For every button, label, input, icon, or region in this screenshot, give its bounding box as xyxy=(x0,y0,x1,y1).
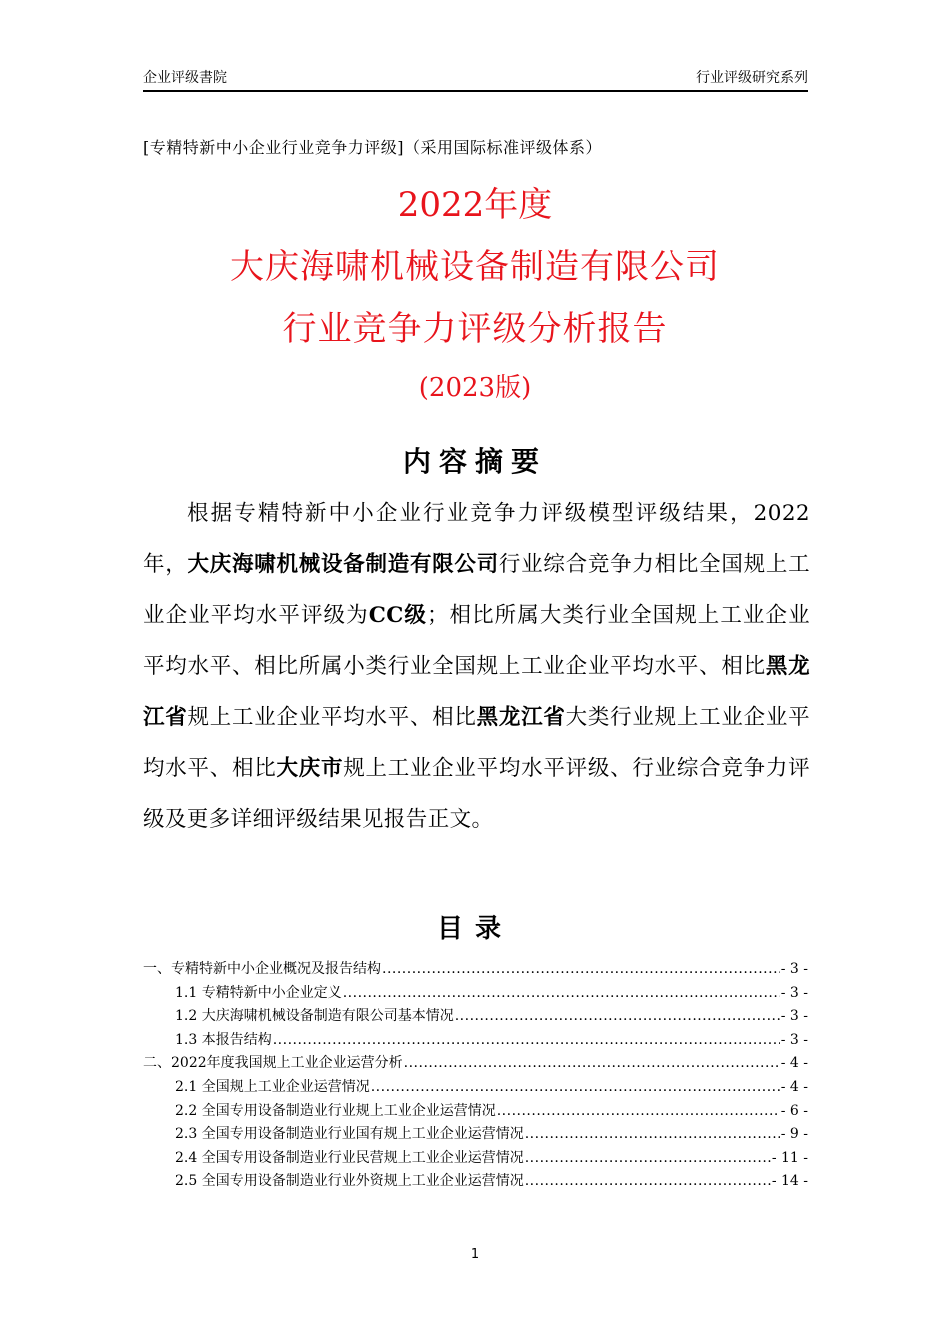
summary-city: 大庆市 xyxy=(276,756,344,781)
page-header xyxy=(143,66,808,92)
summary-paragraph xyxy=(143,488,810,845)
toc-entry-label: 1.3 本报告结构 xyxy=(175,1031,272,1048)
toc-entry-page: - 6 - xyxy=(780,1102,808,1119)
toc-entry-label: 2.3 全国专用设备制造业行业国有规上工业企业运营情况 xyxy=(175,1126,524,1143)
toc-entry[interactable] xyxy=(143,1170,808,1194)
toc-entry-label: 1.1 专精特新中小企业定义 xyxy=(175,984,342,1001)
toc-leader-dots xyxy=(371,1076,780,1100)
toc-entry[interactable] xyxy=(143,1005,808,1029)
toc-entry-label: 1.2 大庆海啸机械设备制造有限公司基本情况 xyxy=(175,1008,454,1025)
header-right-series: 行业评级研究系列 xyxy=(696,70,808,86)
summary-province: 黑龙江省 xyxy=(143,654,810,730)
toc-entry[interactable] xyxy=(143,958,808,982)
toc-leader-dots xyxy=(404,1052,780,1076)
toc-entry[interactable] xyxy=(143,1029,808,1053)
toc-entry-page: - 9 - xyxy=(780,1126,808,1143)
summary-province: 黑龙江省 xyxy=(476,705,566,730)
header-left-publisher: 企业评级書院 xyxy=(143,70,227,86)
table-of-contents xyxy=(143,958,808,1194)
summary-segment: ；相比所属大类行业全国规上工业企业平均水平、相比所属小类行业全国规上工业企业平均水平、相比 xyxy=(143,603,810,679)
summary-company-name: 大庆海啸机械设备制造有限公司 xyxy=(187,552,499,577)
toc-entry[interactable] xyxy=(143,1076,808,1100)
toc-entry-label: 2.4 全国专用设备制造业行业民营规上工业企业运营情况 xyxy=(175,1149,524,1166)
toc-entry-page: - 3 - xyxy=(780,961,808,977)
toc-entry-page: - 3 - xyxy=(780,1031,808,1048)
toc-entry[interactable] xyxy=(143,1052,808,1076)
title-year: 2022年度 xyxy=(397,185,553,225)
title-edition: (2023版) xyxy=(418,373,532,403)
toc-entry[interactable] xyxy=(143,982,808,1006)
toc-entry[interactable] xyxy=(143,1147,808,1171)
toc-entry-page: - 14 - xyxy=(771,1173,808,1190)
toc-leader-dots xyxy=(382,958,780,982)
toc-leader-dots xyxy=(525,1170,771,1194)
summary-rating: CC级 xyxy=(368,603,427,628)
summary-segment: 行业综合竞争力相比全国规上工业企业平均水平评级为 xyxy=(143,552,810,628)
toc-entry-label: 2.1 全国规上工业企业运营情况 xyxy=(175,1078,370,1095)
toc-entry-label: 2.5 全国专用设备制造业行业外资规上工业企业运营情况 xyxy=(175,1173,524,1190)
toc-entry-page: - 3 - xyxy=(780,984,808,1001)
toc-leader-dots xyxy=(525,1123,780,1147)
toc-leader-dots xyxy=(273,1029,780,1053)
series-tag: [专精特新中小企业行业竞争力评级]（采用国际标准评级体系） xyxy=(143,138,602,157)
toc-entry-label: 2.2 全国专用设备制造业行业规上工业企业运营情况 xyxy=(175,1102,496,1119)
toc-entry-page: - 11 - xyxy=(771,1149,808,1166)
toc-entry-page: - 3 - xyxy=(780,1008,808,1025)
toc-entry[interactable] xyxy=(143,1123,808,1147)
toc-heading: 目录 xyxy=(436,914,513,944)
summary-segment: 大类行业规上工业企业平均水平、相比 xyxy=(143,705,810,781)
summary-segment: 根据专精特新中小企业行业竞争力评级模型评级结果，2022年， xyxy=(143,501,810,577)
title-company: 大庆海啸机械设备制造有限公司 xyxy=(230,247,720,287)
summary-segment: 规上工业企业平均水平、相比 xyxy=(187,705,477,730)
toc-leader-dots xyxy=(455,1005,780,1029)
toc-entry-label: 二、2022年度我国规上工业企业运营分析 xyxy=(143,1055,403,1072)
toc-entry-label: 一、专精特新中小企业概况及报告结构 xyxy=(143,961,381,977)
toc-entry-page: - 4 - xyxy=(780,1078,808,1095)
toc-leader-dots xyxy=(497,1100,780,1124)
title-report: 行业竞争力评级分析报告 xyxy=(282,309,668,349)
page-number: 1 xyxy=(470,1247,480,1262)
summary-heading: 内容摘要 xyxy=(402,445,547,478)
summary-segment: 规上工业企业平均水平评级、行业综合竞争力评级及更多详细评级结果见报告正文。 xyxy=(143,756,810,832)
toc-entry-page: - 4 - xyxy=(780,1055,808,1072)
toc-leader-dots xyxy=(343,982,780,1006)
toc-entry[interactable] xyxy=(143,1100,808,1124)
toc-leader-dots xyxy=(525,1147,771,1171)
